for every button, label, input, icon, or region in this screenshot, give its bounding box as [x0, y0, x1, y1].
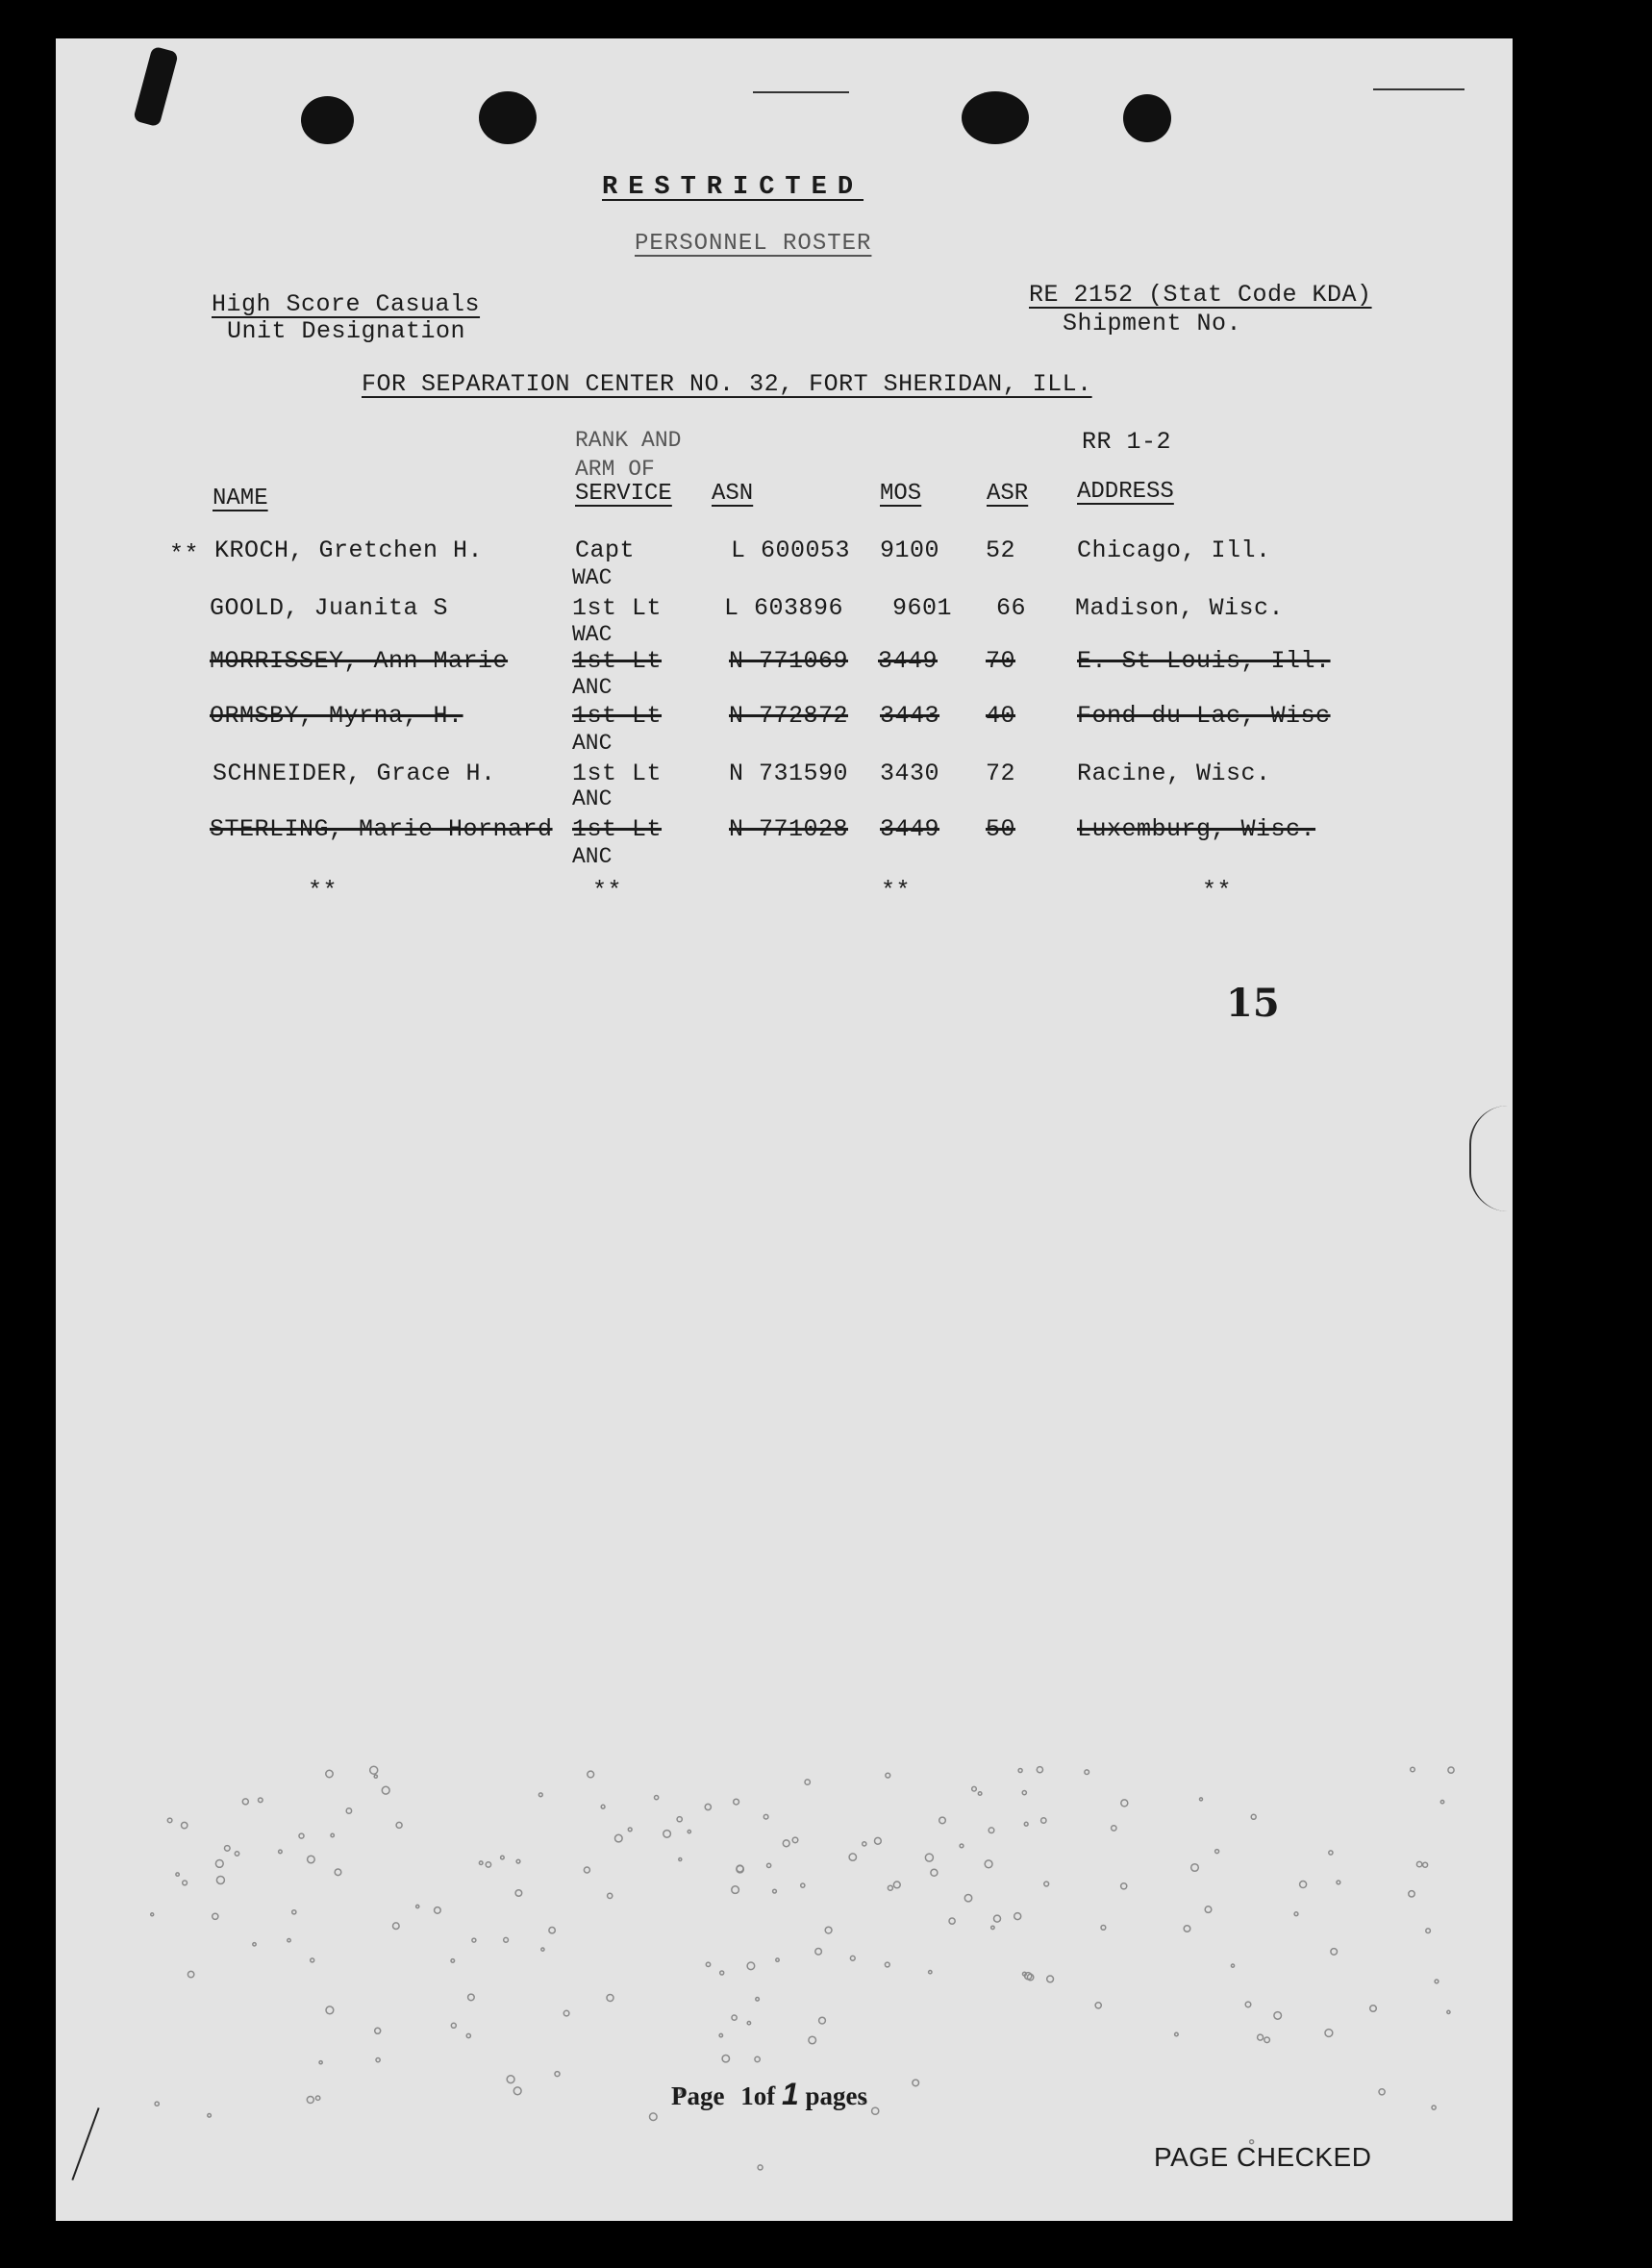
page-footer-total: 1	[781, 2077, 799, 2111]
row-address: Racine, Wisc.	[1077, 760, 1271, 787]
asn-header: ASN	[712, 481, 754, 507]
page-footer-suffix: pages	[805, 2081, 868, 2110]
row-name: ORMSBY, Myrna, H.	[210, 702, 463, 730]
name-header: NAME	[213, 486, 268, 511]
row-asr: 50	[986, 815, 1016, 843]
row-mos: 9100	[880, 536, 940, 564]
page-checked-stamp: PAGE CHECKED	[1154, 2142, 1372, 2172]
row-address: Luxemburg, Wisc.	[1077, 815, 1316, 843]
row-asr: 66	[996, 594, 1027, 622]
shipment-number: RE 2152 (Stat Code KDA)	[1029, 281, 1372, 309]
row-name: SCHNEIDER, Grace H.	[213, 760, 496, 787]
row-mos: 3449	[878, 647, 939, 675]
row-name: MORRISSEY, Ann Marie	[210, 647, 509, 675]
mos-header: MOS	[880, 481, 922, 507]
page-footer-of: 1of	[740, 2081, 776, 2110]
page-footer	[671, 2077, 867, 2112]
row-arm: ANC	[572, 731, 613, 756]
row-arm: ANC	[572, 844, 613, 869]
row-mos: 9601	[892, 594, 953, 622]
footer-mark: **	[1202, 877, 1233, 905]
document-title: RESTRICTED	[602, 173, 864, 202]
row-rank: 1st Lt	[572, 647, 663, 675]
row-address: Fond du Lac, Wisc	[1077, 702, 1331, 730]
row-mos: 3443	[880, 702, 940, 730]
row-asr: 70	[986, 647, 1016, 675]
row-rank: 1st Lt	[572, 760, 663, 787]
row-arm: ANC	[572, 675, 613, 700]
row-rank: Capt	[575, 536, 636, 564]
page-footer-prefix: Page	[671, 2081, 725, 2110]
row-asr: 40	[986, 702, 1016, 730]
row-asn: N 771028	[729, 815, 849, 843]
row-asn: N 731590	[729, 760, 849, 787]
row-mos: 3430	[880, 760, 940, 787]
row-name: KROCH, Gretchen H.	[214, 536, 484, 564]
row-arm: WAC	[572, 622, 613, 647]
footer-mark: **	[881, 877, 912, 905]
row-asn: N 771069	[729, 647, 849, 675]
row-address: Chicago, Ill.	[1077, 536, 1271, 564]
row-rank: 1st Lt	[572, 702, 663, 730]
page-number: 15	[1226, 981, 1280, 1026]
unit-name: High Score Casuals	[212, 290, 481, 318]
rank-header-line2: ARM OF	[575, 457, 655, 482]
row-rank: 1st Lt	[572, 815, 663, 843]
row-asr: 52	[986, 536, 1016, 564]
shipment-caption: Shipment No.	[1063, 310, 1242, 337]
footer-mark: **	[592, 877, 623, 905]
asr-header: ASR	[987, 481, 1029, 507]
row-asn: L 600053	[731, 536, 851, 564]
row-asn: L 603896	[724, 594, 844, 622]
row-asr: 72	[986, 760, 1016, 787]
unit-caption: Unit Designation	[227, 317, 466, 345]
address-header: ADDRESS	[1077, 479, 1174, 505]
rank-header-line1: RANK AND	[575, 428, 682, 453]
footer-mark: **	[308, 877, 338, 905]
row-arm: ANC	[572, 786, 613, 811]
paper-speckles	[56, 38, 1513, 2221]
asterisk-mark: **	[169, 540, 200, 568]
row-arm: WAC	[572, 565, 613, 590]
rank-header-line3: SERVICE	[575, 481, 672, 507]
rr-note: RR 1-2	[1082, 428, 1172, 456]
row-name: STERLING, Marie Hornard	[210, 815, 553, 843]
row-address: Madison, Wisc.	[1075, 594, 1285, 622]
document-subtitle: PERSONNEL ROSTER	[635, 231, 872, 257]
roster-page	[56, 38, 1513, 2221]
row-mos: 3449	[880, 815, 940, 843]
destination: FOR SEPARATION CENTER NO. 32, FORT SHERIDAN, ILL.	[362, 370, 1092, 398]
row-asn: N 772872	[729, 702, 849, 730]
row-rank: 1st Lt	[572, 594, 663, 622]
row-name: GOOLD, Juanita S	[210, 594, 449, 622]
row-address: E. St Louis, Ill.	[1077, 647, 1331, 675]
